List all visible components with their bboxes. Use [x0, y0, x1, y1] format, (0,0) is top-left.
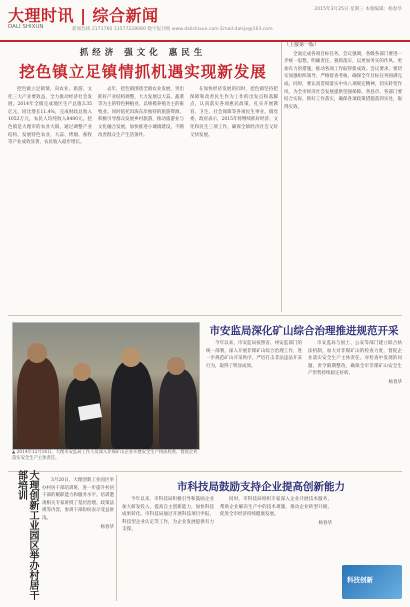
- section-divider: [8, 471, 402, 472]
- lead-paragraph: 去年，挖色镇围绕全镇农业发展，突出抓好产业结构调整，大力发展以大蒜、蔬菜等为主的特色种植业，以规模养殖为主的畜牧业。同时依托洱海东岸独特的旅游资源，积极引导群众发展乡村旅游，推动旅游业与文化融合发展，加快推进小城镇建设，不断改善群众生产生活条件。: [98, 87, 184, 138]
- tech-byline: 杨春华: [318, 520, 332, 526]
- lead-headline: 挖色镇立足镇情抓机遇实现新发展: [19, 63, 267, 81]
- continued-text: 全面完成各项目标任务。会议强调，各级各部门要进一步统一思想，明确责任，狠抓落实，以更加务实的作风、更加有力的措施，推动各项工作取得新成效。会议要求，要切实加强组织领导，严格督查考核，确保全年目标任务圆满完成。同时，要认真贯彻落实中央八项规定精神，切实转变作风，为全市经济社会发展提供坚强保障。各县市、各部门要结合实际，抓好工作落实，确保各项政策措施落到实处，取得实效。: [284, 51, 402, 110]
- continued-story: [284, 42, 402, 310]
- training-headline: 大理创新工业园区举办村居干部培训: [15, 470, 38, 600]
- mining-column-2: [308, 340, 402, 468]
- mining-headline: 市安监局深化矿山综合治理推进规范开采: [209, 325, 399, 337]
- tech-paragraph: 今年以来，市科技局积极引导和鼓励企业加大研发投入，提高自主创新能力，加快科技成果转化。市科技局通过开展科技项目申报、科技型企业认定等工作，为企业发展提供有力支撑。: [122, 497, 214, 533]
- issue-date: 2015年3月25日 星期三 本版编辑：杨春华: [314, 7, 402, 12]
- training-column: [42, 477, 114, 599]
- mining-byline: 杨春华: [388, 379, 402, 385]
- masthead-info: 新闻热线 2171760 13577228080 数字报刊网 www.dalishixun.com Email:dalsjx@163.com: [72, 27, 273, 32]
- masthead: [0, 0, 410, 42]
- section-divider: [8, 315, 402, 316]
- news-photo: [12, 322, 200, 450]
- newspaper-subtitle: DALI SHIXUN: [8, 24, 44, 30]
- lead-kicker: 抓经济 强文化 惠民生: [79, 48, 207, 58]
- graphic-label: 科技创新: [347, 576, 373, 584]
- column-divider: [281, 42, 282, 312]
- training-paragraph: 3月20日，大理创新工业园区举办村居干部培训班，进一步提升村居干部的履职能力和服务水平。培训邀请相关专家讲授了基层治理、政策法规等内容，参训干部纷纷表示受益匪浅。: [42, 478, 114, 521]
- lead-column-1: [8, 86, 92, 310]
- mining-paragraph: 市安监局与国土、公安等部门建立联合执法机制，加大对非煤矿山的检查力度，督促企业落实安全生产主体责任。对检查中发现的问题，责令限期整改，确保全市非煤矿山安全生产形势持续稳定好转。: [308, 341, 402, 377]
- lead-column-2: [98, 86, 184, 310]
- tech-headline: 市科技局鼓励支持企业提高创新能力: [177, 481, 345, 493]
- tech-column-2: [220, 496, 332, 600]
- continued-label: （上接第一版）: [284, 42, 320, 48]
- newspaper-logo: 大理时讯 | 综合新闻: [8, 6, 159, 25]
- training-byline: 杨春华: [100, 524, 114, 530]
- column-divider: [116, 475, 117, 601]
- photo-caption: ▲ 2014年12月16日，大理市安监局工作人员深入非煤矿山企业开展安全生产执法检查，督促企业落实安全生产主体责任。: [12, 450, 198, 462]
- tech-paragraph: 同时，市科技局组织专家深入企业开展技术服务，帮助企业解决生产中的技术难题，推动企业转型升级，促进全市经济持续健康发展。: [220, 497, 332, 518]
- lead-paragraph: 挖色镇立足镇情，向农业、旅游、文化三大产业要效益，全力推动经济社会发展。2014年全镇完成地区生产总值3.35亿元，同比增长11.4%，完成财政总收入1052万元，农民人均纯收入8480元。挖色镇是大理市的农业大镇，通过调整产业结构，发展特色农业，大蒜、烤烟、畜牧等产业成效显著，农民收入稳步增长。: [8, 87, 92, 146]
- tech-innovation-graphic: [342, 565, 402, 599]
- mining-column-1: [206, 340, 302, 468]
- lead-paragraph: 在加快经济发展的同时，挖色镇坚持把保障和改善民生作为工作的出发点和落脚点，认真落实各项惠民政策，扎实开展教育、卫生、社会保障等各项民生事业。镇党委、政府表示，2015年将继续抓好经济、文化和民生三项工作，确保全镇经济社会又好又快发展。: [190, 87, 278, 138]
- mining-paragraph: 今年以来，市安监局按照省、州安监部门的统一部署，深入开展非煤矿山综合治理工作，进一步规范矿山开采秩序，严厉打击非法违法开采行为，取得了明显成效。: [206, 341, 302, 369]
- lead-column-3: [190, 86, 278, 310]
- tech-column-1: [122, 496, 214, 600]
